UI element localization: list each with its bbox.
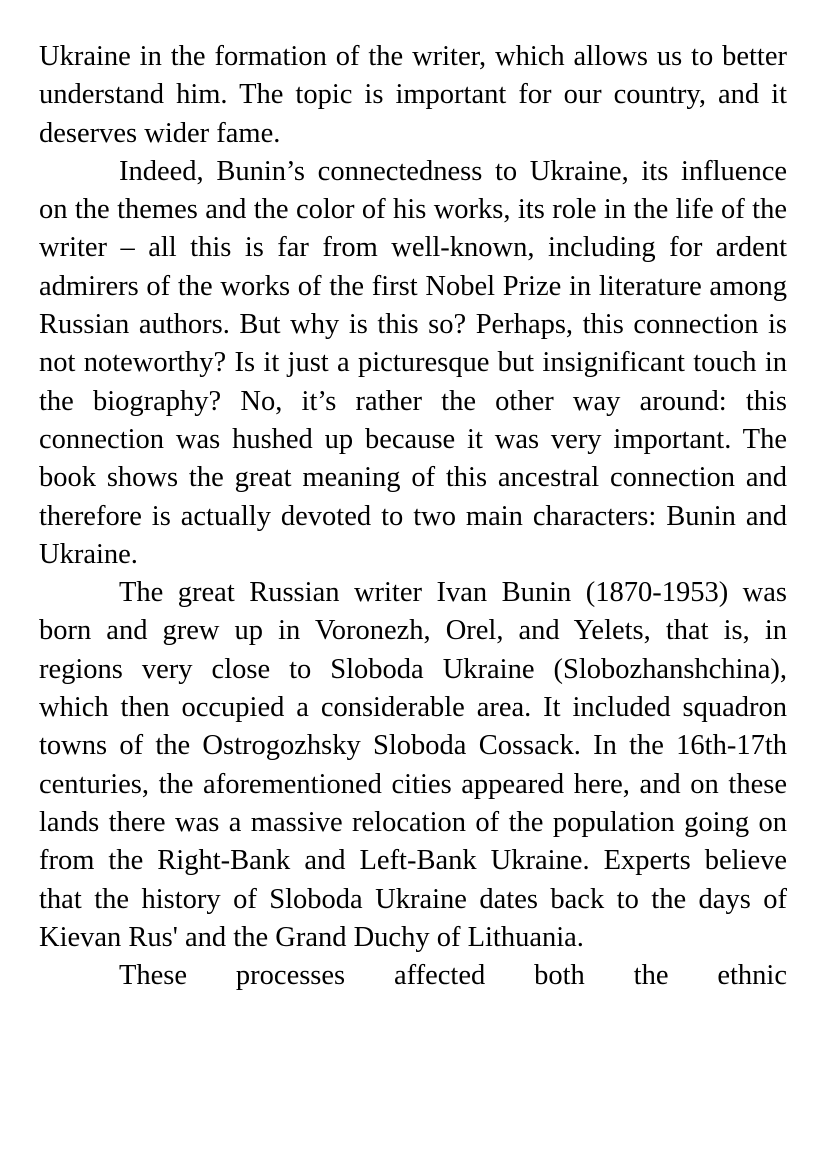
document-page: [39, 38, 787, 995]
paragraph-bunin-biography: The great Russian writer Ivan Bunin (1870-1953) was born and grew up in Voronezh, Orel, and Yelets, that is, in regions very close to Sloboda Ukraine (Slobozhanshchina), which then occupied a considerable area. It included squadron towns of the Ostrogozhsky Sloboda Cossack. In the 16th-17th centuries, the aforementioned cities appeared here, and on these lands there was a massive relocation of the population going on from the Right-Bank and Left-Bank Ukraine. Experts believe that the history of Sloboda Ukraine dates back to the days of Kievan Rus' and the Grand Duchy of Lithuania.: [39, 577, 787, 953]
paragraph-bunin-connectedness: Indeed, Bunin’s connectedness to Ukraine, its influence on the themes and the color of his works, its role in the life of the writer – all this is far from well-known, including for ardent admirers of the works of the first Nobel Prize in literature among Russian authors. But why is this so? Perhaps, this connection is not noteworthy? Is it just a picturesque but insignificant touch in the biography? No, it’s rather the other way around: this connection was hushed up because it was very important. The book shows the great meaning of this ancestral connection and therefore is actually devoted to two main characters: Bunin and Ukraine.: [39, 155, 787, 570]
paragraph-processes: These processes affected both the ethnic: [119, 960, 787, 992]
paragraph-continuation: Ukraine in the formation of the writer, which allows us to better understand him. The topic is important for our country, and it deserves wider fame.: [39, 41, 787, 149]
